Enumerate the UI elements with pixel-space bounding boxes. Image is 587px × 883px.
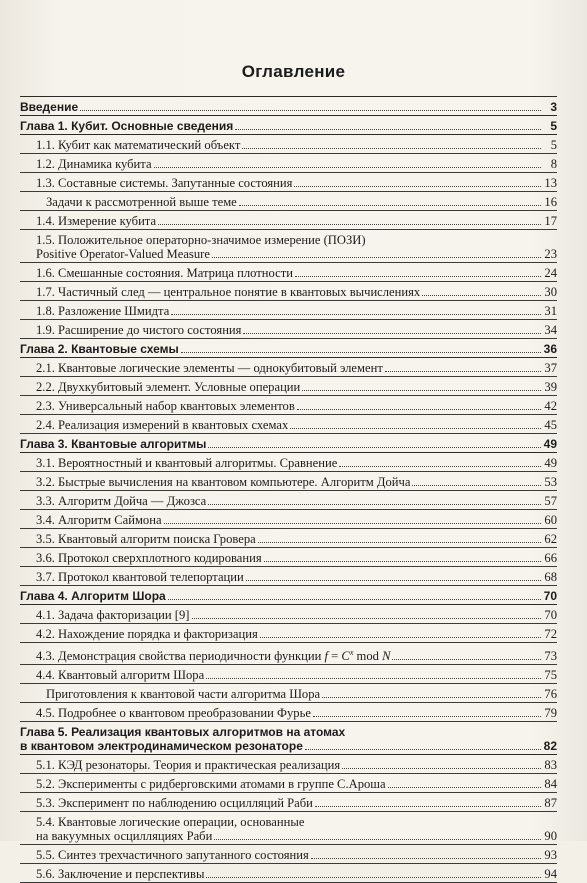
toc-page-number: 75 bbox=[544, 668, 557, 683]
toc-page-number: 82 bbox=[543, 739, 557, 754]
toc-page-number: 70 bbox=[543, 589, 557, 603]
dot-leader bbox=[208, 503, 541, 505]
toc-entry-title: Глава 4. Алгоритм Шора bbox=[20, 589, 166, 603]
toc-entry-row[interactable] bbox=[20, 377, 557, 396]
toc-entry-title: 1.3. Составные системы. Запутанные состояния bbox=[36, 176, 293, 190]
toc-entry-title: 4.5. Подробнее о квантовом преобразовании Фурье bbox=[36, 706, 311, 721]
toc-page-number: 49 bbox=[544, 456, 557, 470]
toc-entry-title: 3.3. Алгоритм Дойча — Джозса bbox=[36, 494, 207, 508]
toc-entry-row[interactable] bbox=[20, 453, 557, 472]
toc-entry-row[interactable] bbox=[20, 282, 557, 301]
dot-leader bbox=[322, 696, 541, 698]
toc-entry-title: 2.4. Реализация измерений в квантовых схемах bbox=[36, 418, 289, 432]
toc-entry-title-line1: 1.5. Положительное операторно-значимое измерение (ПОЗИ) bbox=[36, 233, 366, 247]
toc-entry-row[interactable] bbox=[20, 548, 557, 567]
toc-page-number: 42 bbox=[544, 399, 557, 413]
toc-page-number: 90 bbox=[544, 829, 557, 844]
dot-leader bbox=[246, 579, 541, 581]
toc-entry-title-line2 bbox=[20, 739, 557, 753]
toc-entry-row[interactable] bbox=[20, 230, 557, 263]
toc-page-number: 79 bbox=[544, 706, 557, 721]
dot-leader bbox=[80, 109, 541, 111]
toc-entry-row[interactable] bbox=[20, 263, 557, 282]
toc-entry-title: Глава 2. Квантовые схемы bbox=[20, 342, 179, 356]
toc-entry-row[interactable] bbox=[20, 703, 557, 722]
toc-entry-row[interactable] bbox=[20, 643, 557, 665]
toc-page-number: 93 bbox=[544, 848, 557, 863]
table-of-contents bbox=[20, 96, 557, 883]
toc-entry-title: 4.3. Демонстрация свойства периодичности функции $f = C^x$ mod N bbox=[36, 648, 391, 664]
toc-page-number: 8 bbox=[550, 157, 557, 171]
toc-entry-row[interactable] bbox=[20, 491, 557, 510]
toc-entry-title: Positive Operator-Valued Measure bbox=[36, 247, 210, 261]
toc-page-number: 31 bbox=[544, 304, 557, 318]
toc-page-number: 5 bbox=[550, 138, 557, 152]
toc-page-number: 68 bbox=[544, 570, 557, 584]
toc-entry-row[interactable] bbox=[20, 320, 557, 339]
dot-leader bbox=[422, 294, 541, 296]
dot-leader bbox=[243, 332, 541, 334]
toc-chapter-row[interactable] bbox=[20, 586, 557, 605]
toc-entry-row[interactable] bbox=[20, 173, 557, 192]
dot-leader bbox=[214, 838, 541, 840]
toc-entry-title: 4.2. Нахождение порядка и факторизация bbox=[36, 627, 258, 641]
toc-entry-title: 1.6. Смешанные состояния. Матрица плотности bbox=[36, 266, 293, 280]
toc-entry-title-line1: Глава 5. Реализация квантовых алгоритмов на атомах bbox=[20, 725, 346, 740]
toc-entry-title: 5.2. Эксперименты с ридберговскими атомами в группе С.Ароша bbox=[36, 777, 386, 792]
toc-page-number: 84 bbox=[544, 777, 557, 792]
toc-chapter-row[interactable] bbox=[20, 116, 557, 135]
toc-entry-title: в квантовом электродинамическом резонаторе bbox=[20, 739, 303, 754]
toc-entry-title: Глава 1. Кубит. Основные сведения bbox=[20, 119, 234, 133]
toc-entry-title: 2.3. Универсальный набор квантовых элементов bbox=[36, 399, 295, 413]
toc-entry-row[interactable] bbox=[20, 472, 557, 491]
toc-entry-title: Глава 3. Квантовые алгоритмы bbox=[20, 437, 207, 451]
toc-entry-row[interactable] bbox=[20, 529, 557, 548]
dot-leader bbox=[192, 617, 542, 619]
toc-entry-row[interactable] bbox=[20, 154, 557, 173]
toc-entry-title: 1.9. Расширение до чистого состояния bbox=[36, 323, 242, 337]
toc-entry-title: 3.1. Вероятностный и квантовый алгоритмы. Сравнение bbox=[36, 456, 338, 470]
dot-leader bbox=[342, 767, 541, 769]
toc-entry-title-line2 bbox=[20, 247, 557, 261]
toc-entry-row[interactable] bbox=[20, 812, 557, 845]
toc-entry-title: 4.1. Задача факторизации [9] bbox=[36, 608, 190, 622]
toc-entry-title-line1: 5.4. Квантовые логические операции, основанные bbox=[36, 815, 305, 830]
toc-page-number: 94 bbox=[544, 867, 557, 882]
toc-page-number: 17 bbox=[544, 214, 557, 228]
dot-leader bbox=[206, 876, 541, 878]
dot-leader bbox=[388, 786, 541, 788]
toc-entry-title: 5.1. КЭД резонаторы. Теория и практическая реализация bbox=[36, 758, 341, 773]
toc-chapter-row[interactable] bbox=[20, 722, 557, 755]
toc-page-number: 57 bbox=[544, 494, 557, 508]
toc-entry-row[interactable] bbox=[20, 135, 557, 154]
dot-leader bbox=[154, 166, 541, 168]
toc-entry-row[interactable] bbox=[20, 415, 557, 434]
dot-leader bbox=[315, 805, 541, 807]
toc-page-number: 24 bbox=[544, 266, 557, 280]
toc-page-number: 5 bbox=[550, 119, 557, 133]
dot-leader bbox=[294, 185, 541, 187]
toc-page-number: 66 bbox=[544, 551, 557, 565]
toc-entry-row[interactable] bbox=[20, 211, 557, 230]
dot-leader bbox=[242, 147, 541, 149]
toc-page-number: 49 bbox=[543, 437, 557, 451]
dot-leader bbox=[181, 351, 541, 353]
dot-leader bbox=[208, 446, 541, 448]
toc-page-number: 3 bbox=[550, 100, 557, 114]
toc-entry-title: 1.1. Кубит как математический объект bbox=[36, 138, 241, 152]
toc-page-number: 45 bbox=[544, 418, 557, 432]
toc-page-number: 73 bbox=[544, 649, 557, 664]
toc-chapter-row[interactable] bbox=[20, 434, 557, 453]
dot-leader bbox=[305, 748, 541, 750]
dot-leader bbox=[311, 857, 541, 859]
toc-entry-row[interactable] bbox=[20, 864, 557, 883]
toc-entry-row[interactable] bbox=[20, 605, 557, 624]
toc-page-number: 87 bbox=[544, 796, 557, 811]
toc-entry-title: 5.3. Эксперимент по наблюдению осцилляций Раби bbox=[36, 796, 313, 811]
toc-page-number: 16 bbox=[544, 195, 557, 209]
toc-page-number: 62 bbox=[544, 532, 557, 546]
dot-leader bbox=[313, 715, 541, 717]
toc-entry-title: на вакуумных осцилляциях Раби bbox=[36, 829, 213, 844]
toc-entry-title: Приготовления к квантовой части алгоритма Шора bbox=[46, 687, 321, 702]
toc-page-number: 13 bbox=[544, 176, 557, 190]
dot-leader bbox=[212, 256, 541, 258]
dot-leader bbox=[295, 275, 541, 277]
dot-leader bbox=[412, 484, 541, 486]
dot-leader bbox=[339, 465, 541, 467]
toc-entry-title: 2.2. Двухкубитовый элемент. Условные операции bbox=[36, 380, 301, 394]
dot-leader bbox=[158, 223, 541, 225]
dot-leader bbox=[171, 313, 541, 315]
toc-entry-title: 3.5. Квантовый алгоритм поиска Гровера bbox=[36, 532, 256, 546]
toc-page-number: 39 bbox=[544, 380, 557, 394]
toc-entry-row[interactable] bbox=[20, 793, 557, 812]
toc-page-number: 37 bbox=[544, 361, 557, 375]
toc-entry-row[interactable] bbox=[20, 684, 557, 703]
toc-entry-title: 3.7. Протокол квантовой телепортации bbox=[36, 570, 244, 584]
dot-leader bbox=[239, 204, 541, 206]
toc-page-number: 83 bbox=[544, 758, 557, 773]
toc-chapter-row[interactable] bbox=[20, 339, 557, 358]
toc-entry-title: 3.6. Протокол сверхплотного кодирования bbox=[36, 551, 262, 565]
toc-chapter-row[interactable] bbox=[20, 97, 557, 116]
toc-page-number: 34 bbox=[544, 323, 557, 337]
dot-leader bbox=[264, 560, 541, 562]
toc-page-number: 30 bbox=[544, 285, 557, 299]
toc-entry-row[interactable] bbox=[20, 301, 557, 320]
toc-entry-title: 4.4. Квантовый алгоритм Шора bbox=[36, 668, 205, 683]
dot-leader bbox=[168, 598, 541, 600]
toc-entry-title: 5.5. Синтез трехчастичного запутанного состояния bbox=[36, 848, 309, 863]
toc-entry-row[interactable] bbox=[20, 358, 557, 377]
toc-entry-title: 1.7. Частичный след — центральное понятие в квантовых вычислениях bbox=[36, 285, 421, 299]
toc-entry-row[interactable] bbox=[20, 567, 557, 586]
toc-page-number: 60 bbox=[544, 513, 557, 527]
toc-entry-title: 2.1. Квантовые логические элементы — однокубитовый элемент bbox=[36, 361, 383, 375]
toc-page-number: 70 bbox=[544, 608, 557, 622]
toc-entry-row[interactable] bbox=[20, 774, 557, 793]
dot-leader bbox=[290, 427, 541, 429]
toc-entry-title: 3.4. Алгоритм Саймона bbox=[36, 513, 162, 527]
dot-leader bbox=[235, 128, 541, 130]
dot-leader bbox=[302, 389, 541, 391]
toc-entry-title: 1.4. Измерение кубита bbox=[36, 214, 157, 228]
dot-leader bbox=[258, 541, 541, 543]
toc-entry-title: 1.8. Разложение Шмидта bbox=[36, 304, 170, 318]
toc-entry-row[interactable] bbox=[20, 624, 557, 643]
toc-entry-title-line2 bbox=[20, 829, 557, 843]
dot-leader bbox=[206, 677, 541, 679]
toc-entry-title: Введение bbox=[20, 100, 79, 114]
toc-entry-row[interactable] bbox=[20, 665, 557, 684]
toc-entry-row[interactable] bbox=[20, 755, 557, 774]
toc-entry-title: 1.2. Динамика кубита bbox=[36, 157, 152, 171]
dot-leader bbox=[164, 522, 541, 524]
toc-entry-row[interactable] bbox=[20, 845, 557, 864]
toc-entry-title: 3.2. Быстрые вычисления на квантовом компьютере. Алгоритм Дойча bbox=[36, 475, 411, 489]
toc-page-number: 53 bbox=[544, 475, 557, 489]
toc-page-number: 76 bbox=[544, 687, 557, 702]
toc-entry-title: 5.6. Заключение и перспективы bbox=[36, 867, 205, 882]
dot-leader bbox=[392, 658, 541, 660]
dot-leader bbox=[385, 370, 541, 372]
toc-page-number: 72 bbox=[544, 627, 557, 641]
dot-leader bbox=[260, 636, 541, 638]
toc-entry-row[interactable] bbox=[20, 396, 557, 415]
dot-leader bbox=[297, 408, 541, 410]
page-title: Оглавление bbox=[241, 62, 346, 81]
toc-entry-row[interactable] bbox=[20, 510, 557, 529]
toc-page-number: 36 bbox=[543, 342, 557, 356]
toc-entry-title: Задачи к рассмотренной выше теме bbox=[46, 195, 237, 209]
toc-entry-row[interactable] bbox=[20, 192, 557, 211]
toc-page-number: 23 bbox=[544, 247, 557, 261]
